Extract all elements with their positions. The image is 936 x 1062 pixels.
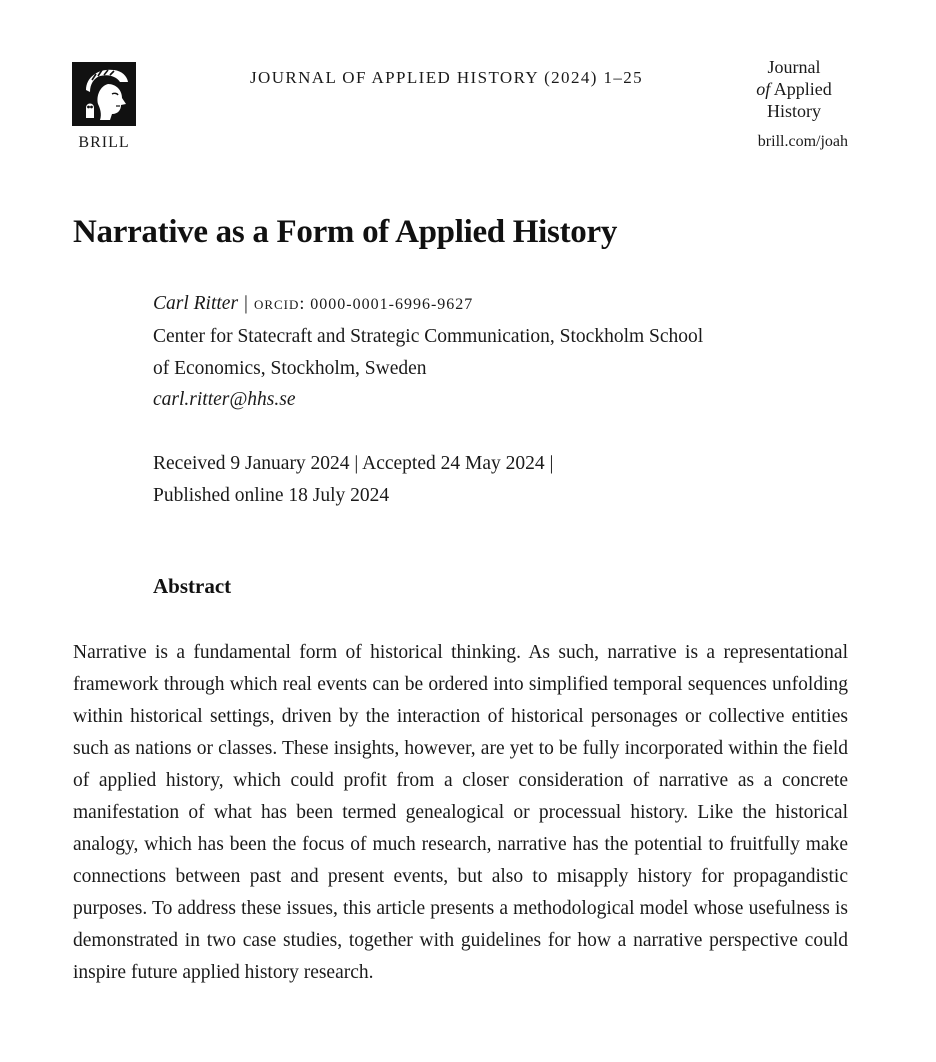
brill-logo-icon xyxy=(72,62,136,126)
affiliation-line1: Center for Statecraft and Strategic Communication, Stockholm School xyxy=(153,325,704,347)
journal-logo xyxy=(740,56,848,122)
orcid-id-link[interactable]: 0000-0001-6996-9627 xyxy=(310,296,474,313)
orcid-label: orcid: xyxy=(253,293,306,313)
journal-url-link[interactable]: brill.com/joah xyxy=(757,133,848,150)
dates-block xyxy=(153,448,553,512)
journal-logo-line2 xyxy=(740,78,848,100)
running-head: JOURNAL OF APPLIED HISTORY (2024) 1–25 xyxy=(250,68,644,87)
author-separator: | xyxy=(244,293,248,314)
author-email-link[interactable]: carl.ritter@hhs.se xyxy=(153,389,296,411)
abstract-text: Narrative is a fundamental form of historical thinking. As such, narrative is a representational framework through which real events can be ordered into simplified temporal sequences unfolding within historical settings, driven by the interaction of historical personages or collective entities such as nations or classes. These insights, however, are yet to be fully incorporated within the field of applied history, which could profit from a closer consideration of narrative as a concrete manifestation of what has been termed genealogical or processual history. Like the historical analogy, which has been the focus of much research, narrative has the potential to fruitfully make connections between past and present events, but also to misapply history for propagandistic purposes. To address these issues, this article presents a methodological model whose usefulness is demonstrated in two case studies, together with guidelines for how a narrative perspective could inspire future applied history research. xyxy=(73,642,848,983)
abstract-heading: Abstract xyxy=(153,574,232,598)
journal-logo-line3: History xyxy=(767,101,821,121)
article-title: Narrative as a Form of Applied History xyxy=(73,214,618,250)
dates-line2: Published online 18 July 2024 xyxy=(153,484,390,506)
author-block xyxy=(153,288,833,416)
affiliation-line2: of Economics, Stockholm, Sweden xyxy=(153,357,427,379)
journal-logo-of: of xyxy=(756,79,771,99)
author-name: Carl Ritter xyxy=(153,293,239,314)
journal-logo-applied: Applied xyxy=(773,79,832,99)
dates-line1: Received 9 January 2024 | Accepted 24 May 2024 | xyxy=(153,453,554,474)
publisher-name: BRILL xyxy=(78,134,130,151)
journal-logo-line1: Journal xyxy=(767,57,821,77)
helmeted-head-icon xyxy=(72,62,136,126)
author-line xyxy=(153,288,833,321)
